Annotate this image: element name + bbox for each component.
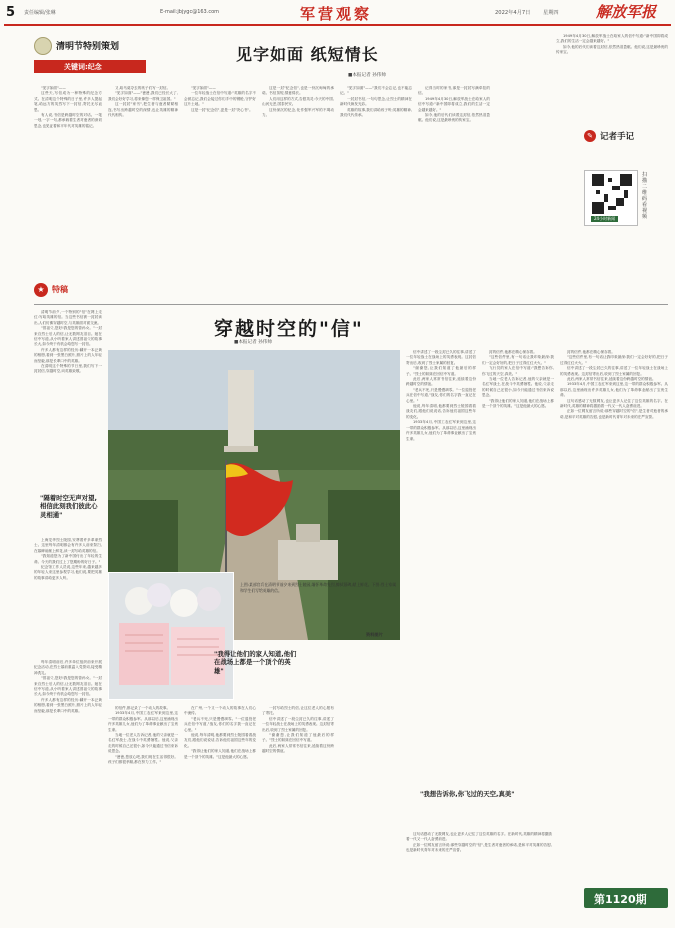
paragraph: 他说,每年清明,他都要到烈士陵园看看战友们,跟他们说说话,告诉他们祖国这些年的变化。 [184,733,256,748]
paragraph: 每年清明前后,许多单位组织前来开展纪念活动,在烈士墓前重温入党誓词,接受精神洗礼。 [34,660,102,675]
paragraph: 这些天,写信成为一种特殊的纪念方式。在清明这个特殊的日子里,许多人提起笔,给远方的英烈写下一封信,寄托无尽哀思。 [34,91,102,112]
paragraph: 1933年4月,中国工农红军来到这里,这一带的群众积极参军。从那以后,这里涌现出许多英雄儿女,他们为了革命事业献出了宝贵生命。 [560,382,668,398]
paragraph: 如今,他的后代们读着这封信,依然热泪盈眶。他们说,这是最珍贵的传家宝。 [418,113,490,123]
article2-column-1b [34,538,102,658]
pull-quote-text: "我得让他们的家人知道,他们在战场上都是一个顶个的英雄" [214,650,297,675]
paragraph: "爸爸,您放心吧,我们现在生活得很好。孩子们都很孝顺,都在努力工作。" [108,754,178,765]
paragraph: 一封写给烈士的信,让这位老人的心愿有了寄托。 [262,706,334,716]
article2-column-5 [406,350,476,740]
article2-title: 穿越时空的"信" [214,318,364,340]
paragraph: 如今,他的后代们读着这封信,依然热泪盈眶。他们说,这是最珍贵的传家宝。 [556,44,668,55]
page-header [0,0,675,26]
paragraph: "我得让他们的家人知道,他们在战场上都是一个顶个的英雄。"这是他最大的心愿。 [482,398,554,409]
paragraph: 封的信件,他都在精心保存着。 [567,350,615,354]
pull-quote-2 [214,650,298,696]
paragraph: 这份深沉的纪念,化作强军兴军的不竭动力。 [262,107,334,118]
header-rule [4,24,671,26]
paragraph: 信中讲述了一段尘封已久的往事,讲述了一位年轻战士在战场上的英勇表现。这封信寄出后,收到了烈士家属的回复。 [262,716,334,732]
issue-badge [584,888,668,908]
qr-caption: 24小时新闻 [591,216,618,222]
article1-column-4 [262,86,334,302]
paragraph: 的信件,都记录了一个动人的故事。 [115,706,171,710]
paragraph: 1933年4月,中国工农红军来到这里,这一带的群众积极参军。从那以后,这里涌现出许多英雄儿女,他们为了革命事业献出了宝贵生命。 [108,711,178,732]
paragraph: 上海龙华烈士陵园,安葬着许多革命烈士。这里每年清明都会有许多人前来祭扫,在墓碑前献上鲜花,读一封写给英雄的信。 [34,538,102,553]
article2-column-7 [560,350,668,882]
paragraph: 又,给马莫夺去的孩子们写一封信。 [115,86,171,90]
paragraph: 1933年4月,中国工农红军来到这里,这一带的群众积极参军。从那以后,这里涌现出许多英雄儿女,他们为了革命事业献出了宝贵生命。 [406,420,476,441]
photo-caption: 上图:某部官兵在清明节前夕来到烈士陵园,缅怀革命先烈,擦拭墓碑,献上鲜花。下图:烈士家属和学生们写给英雄的信。 [240,582,396,593]
paragraph: "曾祖父,您好!我是您的曾孙女。"一封来自烈士后人的信,让无数网友泪目。她在信中写道,从小听着家人讲述曾祖父的故事长大,如今终于有机会给您写一封信。 [34,676,102,697]
paragraph: 有人说,书信是跨越时空的对话。一笔一划,一字一句,都承载着生者对逝者的深切思念,也见证着和平年代对英雄的铭记。 [34,113,102,128]
notes-header [584,129,666,143]
article1-column-1 [34,86,102,302]
paragraph: 纪念馆工作人员说,这些年来,越来越多的年轻人来这里参观学习,他们说,要把英雄的故事讲给更多人听。 [34,565,102,580]
article2-column-3 [184,706,256,922]
article2-column-6 [482,350,554,780]
notes-label: 记者手记 [600,132,635,142]
paragraph: 1949年4月30日,解放军战士在给家人的信中写道:"新中国即将成立,我们的生活一定会越来越好。" [556,34,668,44]
paragraph: 正如一位网友留言所说:那些穿越时空的"信",是生者对逝者的承诺,是和平对英雄的告慰,也是新时代青年对未来的庄严宣誓。 [406,842,552,853]
paragraph: "见字如面"——"爸爸,我们已经长大了,我们会好好学习,将来像您一样保卫祖国。" [108,91,178,101]
article2-byline: ■本报记者 孙伟帅 [234,340,272,345]
right-column-text [556,34,668,130]
paragraph: 一位年轻战士在信中写道:"英雄的名字不会被忘记,我们会接过你们手中的钢枪,守护好这片土地。" [184,91,256,107]
feature-label: 特稿 [52,285,68,294]
pull-quote-text: "我想告诉你,你飞过的天空,真美" [420,790,515,798]
paragraph: 这是一封"纪念信",更是一封"决心书"。 [191,107,253,112]
issue-date: 2022年4月7日 [495,10,531,16]
paragraph: "老兵不死,只是慢慢凋零。"一位退役老兵在信中写道,"战友,你们的名字我一直记在心里。" [406,387,476,403]
keyword-banner [34,60,146,73]
paragraph: "我得让他们的家人知道,他们在战场上都是一个顶个的英雄。"这是他最大的心愿。 [184,749,256,759]
paragraph: 这是一封"纪念信",也是一份沉甸甸的承诺。书信虽短,情意绵长。 [262,86,334,96]
qr-label: 扫描二维码看视频 [642,172,648,220]
paragraph: 这一封封"家书",把生者与逝者紧紧相连,书写出跨越时空的深情,也让英雄的精神代代相传。 [108,102,178,118]
paragraph: "我知道您为了新中国付出了年轻的生命。今天的我们过上了您期盼的好日子。" [34,554,102,564]
paragraph: 信中讲述了一段尘封已久的往事,讲述了一位年轻战士在战场上的英勇表现。这封信寄出后,收到了烈士家属的回复。 [406,350,476,365]
paragraph: 记得当时的家书,那是一封封写满牵挂的信。 [418,86,490,96]
article2-column-5b [406,832,552,922]
paragraph: 正如一位网友留言所说:那些穿越时空的"信",是生者对逝者的承诺,是和平对英雄的告慰,也是新时代青年对未来的庄严宣誓。 [560,409,668,419]
paragraph: 此后,两家人常常书信往来,延续着这份跨越时空的情谊。 [567,377,656,382]
article1-title: 见字如面 纸短情长 [236,45,379,64]
paragraph: "这些信件里,有一句话让我印象最深:我们一定会好好的,把日子过得红红火火。" [482,355,554,365]
paragraph: 许多人都有这样的经历:翻开一本泛黄的相册,看到一张黑白照片,照片上的人年轻而坚毅,那是长辈口中的英雄。 [34,347,102,363]
masthead-logo: 解放军报 [596,3,657,21]
article1-byline: ■本报记者 孙伟帅 [348,73,386,78]
column-title: 清明节特别策划 [56,42,120,52]
paragraph: "这些信件里,有一句话让我印象最深:我们一定会好好的,把日子过得红红火火。" [560,355,668,365]
paragraph: "见字如面"—— [191,86,216,90]
article2-column-1 [34,310,102,490]
article2-column-4 [262,706,334,922]
article1-column-2 [108,86,178,302]
editor-credit: 责任编辑/张琳 [24,10,56,16]
issue-number: 第1120期 [594,893,647,906]
section-title: 军营观察 [300,5,373,23]
keyword-text: 关键词:纪念 [64,63,102,71]
paragraph: "见字如面"——"我们不会忘记,也不能忘记。" [340,86,412,96]
qr-code-icon [592,174,632,214]
paragraph: 1949年4月30日,解放军战士在给家人的信中写道:"新中国即将成立,我们的生活一定会越来越好。" [418,96,490,112]
column-tag [34,36,164,58]
article2-column-1c [34,660,102,922]
paragraph: 人们用这样的方式,告慰英灵:今天的中国,山河无恙,国泰民安。 [262,96,334,107]
paragraph: 他说,每年清明,他都要到烈士陵园看看战友们,跟他们说说话,告诉他们祖国这些年的变化。 [406,404,476,419]
paragraph: 此后,两家人常常书信往来,延续着这份跨越时空的情谊。 [262,743,334,754]
paragraph: 英雄的故事,我们讲给孩子听;英雄的精神,我们代代传承。 [340,107,412,118]
pull-quote-1 [40,494,98,528]
pull-quote-3 [420,790,548,820]
photo-credit: 资料图片 [366,632,383,637]
paragraph: 封的信件,他都在精心保存着。 [489,350,537,354]
article2-column-2 [108,706,178,922]
paragraph: 这句话感动了无数网友,也让更多人记住了这位英雄的名字。在新时代,英雄的精神将激励着一代又一代人奋勇前进。 [406,832,552,842]
paragraph: 此后,两家人常常书信往来,延续着这份跨越时空的情谊。 [406,377,476,387]
page-number: 5 [6,5,16,20]
star-icon: ★ [34,283,48,297]
section-divider [34,304,668,305]
article1-column-5 [340,86,412,302]
qr-block [584,170,638,226]
feature-tag [34,280,94,302]
issue-weekday: 星期四 [543,10,559,16]
pencil-icon: ✎ [584,130,596,142]
paragraph: "老兵不死,只是慢慢凋零。"一位退役老兵在信中写道,"战友,你们的名字我一直记在心里。" [184,716,256,732]
paragraph: 当地一位老人告诉记者,他的父亲就是一名红军战士,在战斗中英勇牺牲。他说,父亲走的时候自己还很小,如今只能通过书信来诉说思念。 [108,733,178,754]
paragraph: 一封封书信,一句句思念,让烈士的精神在新时代焕发光彩。 [340,96,412,107]
paragraph: 清明节前夕,一个特别的"信"在网上走红:写给英雄的信。当这些书信被一封封读出,人们仿佛穿越时空,与英雄面对面交流。 [34,310,102,325]
paragraph: "曾祖父,您好!我是您的曾孙女。"一封来自烈士后人的信,让无数网友泪目。她在信中写道,从小听着家人讲述曾祖父的故事长大,如今终于有机会给您写一封信。 [34,326,102,347]
column-icon [34,37,52,55]
pull-quote-text: "隔着时空无声对望,相信此刻我们彼此心灵相通" [40,494,98,519]
article1-column-3 [184,86,256,302]
paragraph: 在清明这个特殊的节日里,我们写下一封封信,穿越时空,向英雄致敬。 [34,364,102,374]
paragraph: 许多人都有这样的经历:翻开一本泛黄的相册,看到一张黑白照片,照片上的人年轻而坚毅,那是长辈口中的英雄。 [34,697,102,713]
paragraph: "谢谢您,让我们知道了他最后的样子。"烈士的妹妹在回信中写道。 [262,733,334,743]
paragraph: 信中讲述了一段尘封已久的往事,讲述了一位年轻战士在战场上的英勇表现。这封信寄出后,收到了烈士家属的回复。 [560,366,668,376]
paragraph: "见字如面"—— [41,86,66,90]
paragraph: 当地一位老人告诉记者,他的父亲就是一名红军战士,在战斗中英勇牺牲。他说,父亲走的时候自己还很小,如今只能通过书信来诉说思念。 [482,377,554,398]
paragraph: 飞行员的家人在信中写道:"我想告诉你,你飞过的天空,真美。" [482,366,554,376]
email-address: E-mail:jbjygc@163.com [160,9,220,15]
paragraph: 这句话感动了无数网友,也让更多人记住了这位英雄的名字。在新时代,英雄的精神将激励着一代又一代人奋勇前进。 [560,398,668,409]
paragraph: 在广州,一个又一个动人的故事在人们心中流传。 [184,706,256,716]
paragraph: "谢谢您,让我们知道了他最后的样子。"烈士的妹妹在回信中写道。 [406,366,476,376]
article1-column-6 [418,86,490,302]
